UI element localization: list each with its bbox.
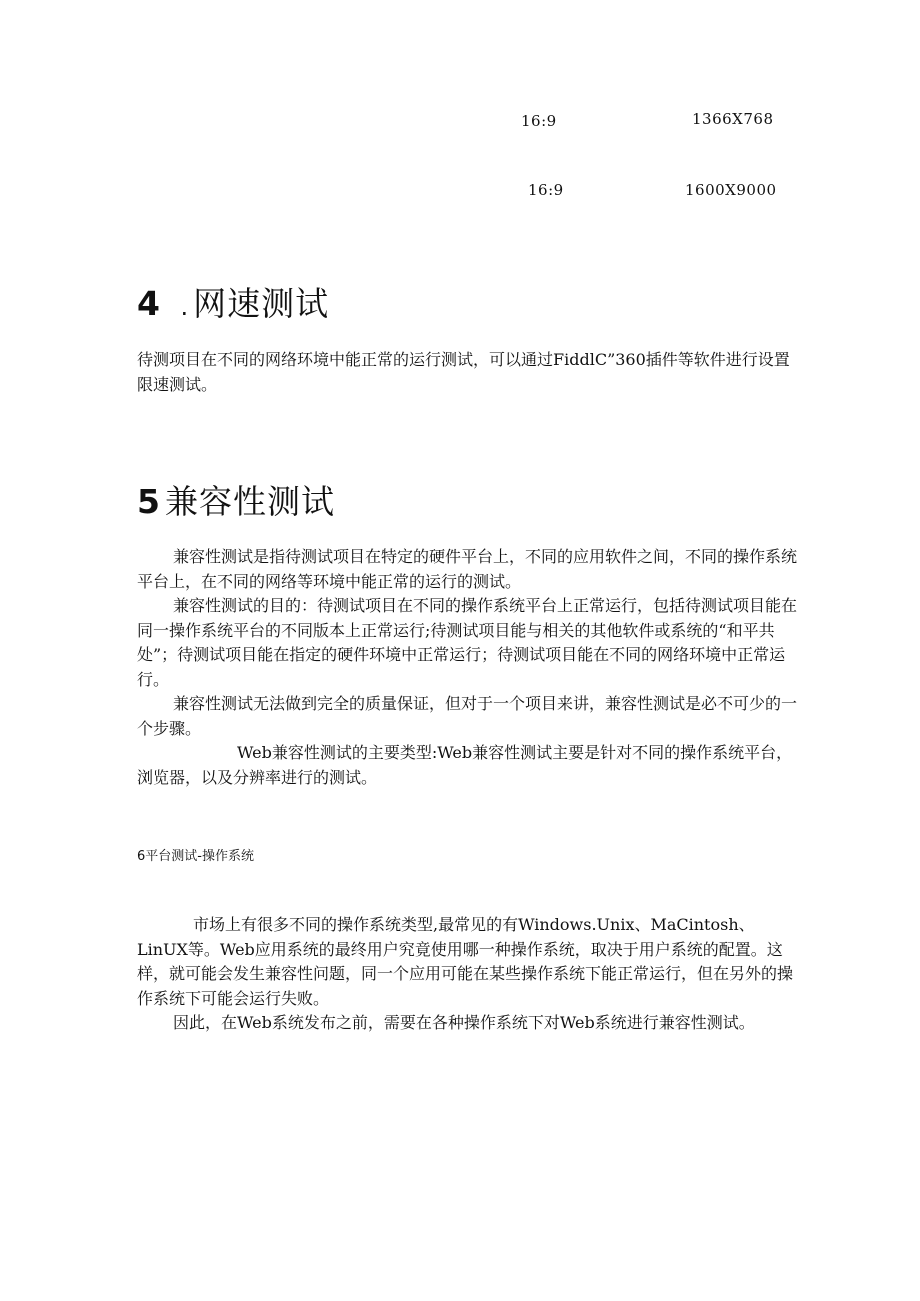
paragraph: 因此，在Web系统发布之前，需要在各种操作系统下对Web系统进行兼容性测试。 (173, 1013, 755, 1032)
section-dot: . (180, 293, 190, 321)
paragraph: 兼容性测试的目的：待测试项目在不同的操作系统平台上正常运行，包括待测试项目能在同一操作系统平台的不同版本上正常运行;待测试项目能与相关的其他软件或系统的“和平共处”；待测试项目能在指定的硬件环境中正常运行；待测试项目能在不同的网络环境中正常运行。 (137, 596, 798, 689)
section-title: 兼容性测试 (164, 482, 335, 521)
resolution-ratio: 16:9 (528, 181, 564, 199)
resolution-size: 1366X768 (692, 110, 774, 128)
paragraph: 兼容性测试无法做到完全的质量保证，但对于一个项目来讲，兼容性测试是必不可少的一个步骤。 (137, 694, 798, 738)
section-body (137, 348, 797, 397)
paragraph: 待测项目在不同的网络环境中能正常的运行测试，可以通过FiddlC”360插件等软件进行设置限速测试。 (137, 350, 790, 394)
paragraph: 兼容性测试是指待测试项目在特定的硬件平台上，不同的应用软件之间，不同的操作系统平台上，在不同的网络等环境中能正常的运行的测试。 (137, 547, 798, 591)
section-number: 4 (137, 284, 161, 323)
paragraph: 市场上有很多不同的操作系统类型,最常见的有Windows.Unix、MaCintosh、LinUX等。Web应用系统的最终用户究竟使用哪一种操作系统，取决于用户系统的配置。这样，就可能会发生兼容性问题，同一个应用可能在某些操作系统下能正常运行，但在另外的操作系统下可能会运行失败。 (137, 915, 794, 1008)
section-title: 网速测试 (193, 284, 330, 323)
resolution-size: 1600X9000 (685, 181, 777, 199)
section-heading-os-platform (137, 845, 254, 864)
paragraph: Web兼容性测试的主要类型:Web兼容性测试主要是针对不同的操作系统平台，浏览器，以及分辨率进行的测试。 (137, 743, 793, 787)
resolution-ratio: 16:9 (521, 112, 557, 130)
section-body (137, 913, 797, 1036)
section-title: 6平台测试-操作系统 (137, 849, 254, 864)
section-body (137, 545, 797, 790)
section-heading-network-speed (137, 278, 329, 325)
section-number: 5 (137, 482, 161, 521)
section-heading-compatibility (137, 476, 335, 523)
